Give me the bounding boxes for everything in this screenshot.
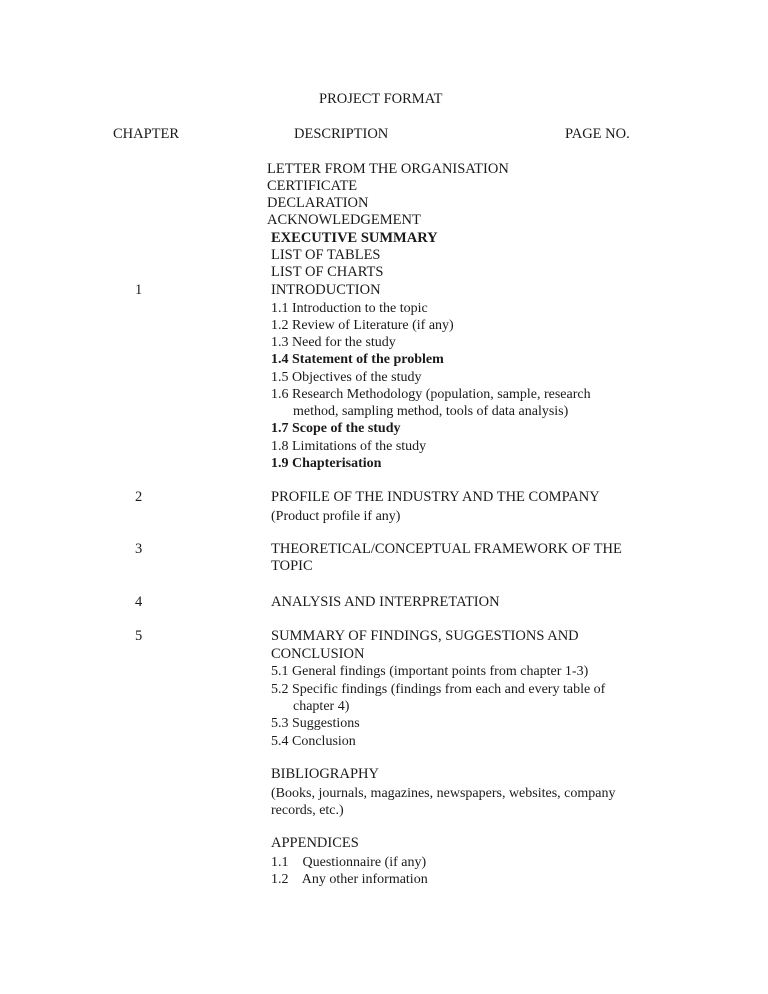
chapter-item: 1.3 Need for the study [271,335,396,350]
chapter-heading-continuation: CONCLUSION [271,646,365,662]
chapter-heading: SUMMARY OF FINDINGS, SUGGESTIONS AND [271,628,579,644]
chapter-heading: INTRODUCTION [271,282,381,298]
chapter-item: 5.3 Suggestions [271,716,360,731]
chapter-item: 1.8 Limitations of the study [271,439,427,454]
prelim-item: LIST OF TABLES [271,247,381,263]
prelim-item: CERTIFICATE [267,178,358,194]
prelim-item: LETTER FROM THE ORGANISATION [267,161,509,177]
prelim-item: DECLARATION [267,195,369,211]
chapter-note: (Product profile if any) [271,509,401,524]
chapter-number: 3 [135,541,143,557]
chapter-heading: PROFILE OF THE INDUSTRY AND THE COMPANY [271,489,600,505]
column-header-description: DESCRIPTION [294,126,389,142]
prelim-item: LIST OF CHARTS [271,264,384,280]
chapter-item: 5.2 Specific findings (findings from each and every table of [271,682,606,697]
bibliography-heading: BIBLIOGRAPHY [271,766,379,782]
chapter-item: 1.2 Review of Literature (if any) [271,318,454,333]
chapter-item: 1.1 Introduction to the topic [271,301,428,316]
appendices-heading: APPENDICES [271,835,359,851]
chapter-item: 1.5 Objectives of the study [271,370,422,385]
chapter-item-continuation: method, sampling method, tools of data analysis) [293,404,569,419]
chapter-heading-continuation: TOPIC [271,558,313,574]
column-header-page-no: PAGE NO. [565,126,630,142]
bibliography-description-continuation: records, etc.) [271,803,344,818]
prelim-item-bold: EXECUTIVE SUMMARY [271,230,438,246]
chapter-item-bold: 1.7 Scope of the study [271,421,401,436]
chapter-number: 4 [135,594,143,610]
chapter-number: 5 [135,628,143,644]
column-header-chapter: CHAPTER [113,126,180,142]
chapter-item-continuation: chapter 4) [293,699,350,714]
appendix-item: 1.1 Questionnaire (if any) [271,855,427,870]
appendix-item: 1.2 Any other information [271,872,428,887]
chapter-item-bold: 1.4 Statement of the problem [271,352,444,367]
chapter-item: 1.6 Research Methodology (population, sample, research [271,387,591,402]
chapter-heading: THEORETICAL/CONCEPTUAL FRAMEWORK OF THE [271,541,622,557]
chapter-item: 5.1 General findings (important points from chapter 1-3) [271,664,589,679]
chapter-number: 1 [135,282,143,298]
bibliography-description: (Books, journals, magazines, newspapers, websites, company [271,786,616,801]
chapter-item-bold: 1.9 Chapterisation [271,456,382,471]
chapter-heading: ANALYSIS AND INTERPRETATION [271,594,500,610]
page-title: PROJECT FORMAT [319,91,443,107]
chapter-number: 2 [135,489,143,505]
chapter-item: 5.4 Conclusion [271,734,356,749]
prelim-item: ACKNOWLEDGEMENT [267,212,421,228]
